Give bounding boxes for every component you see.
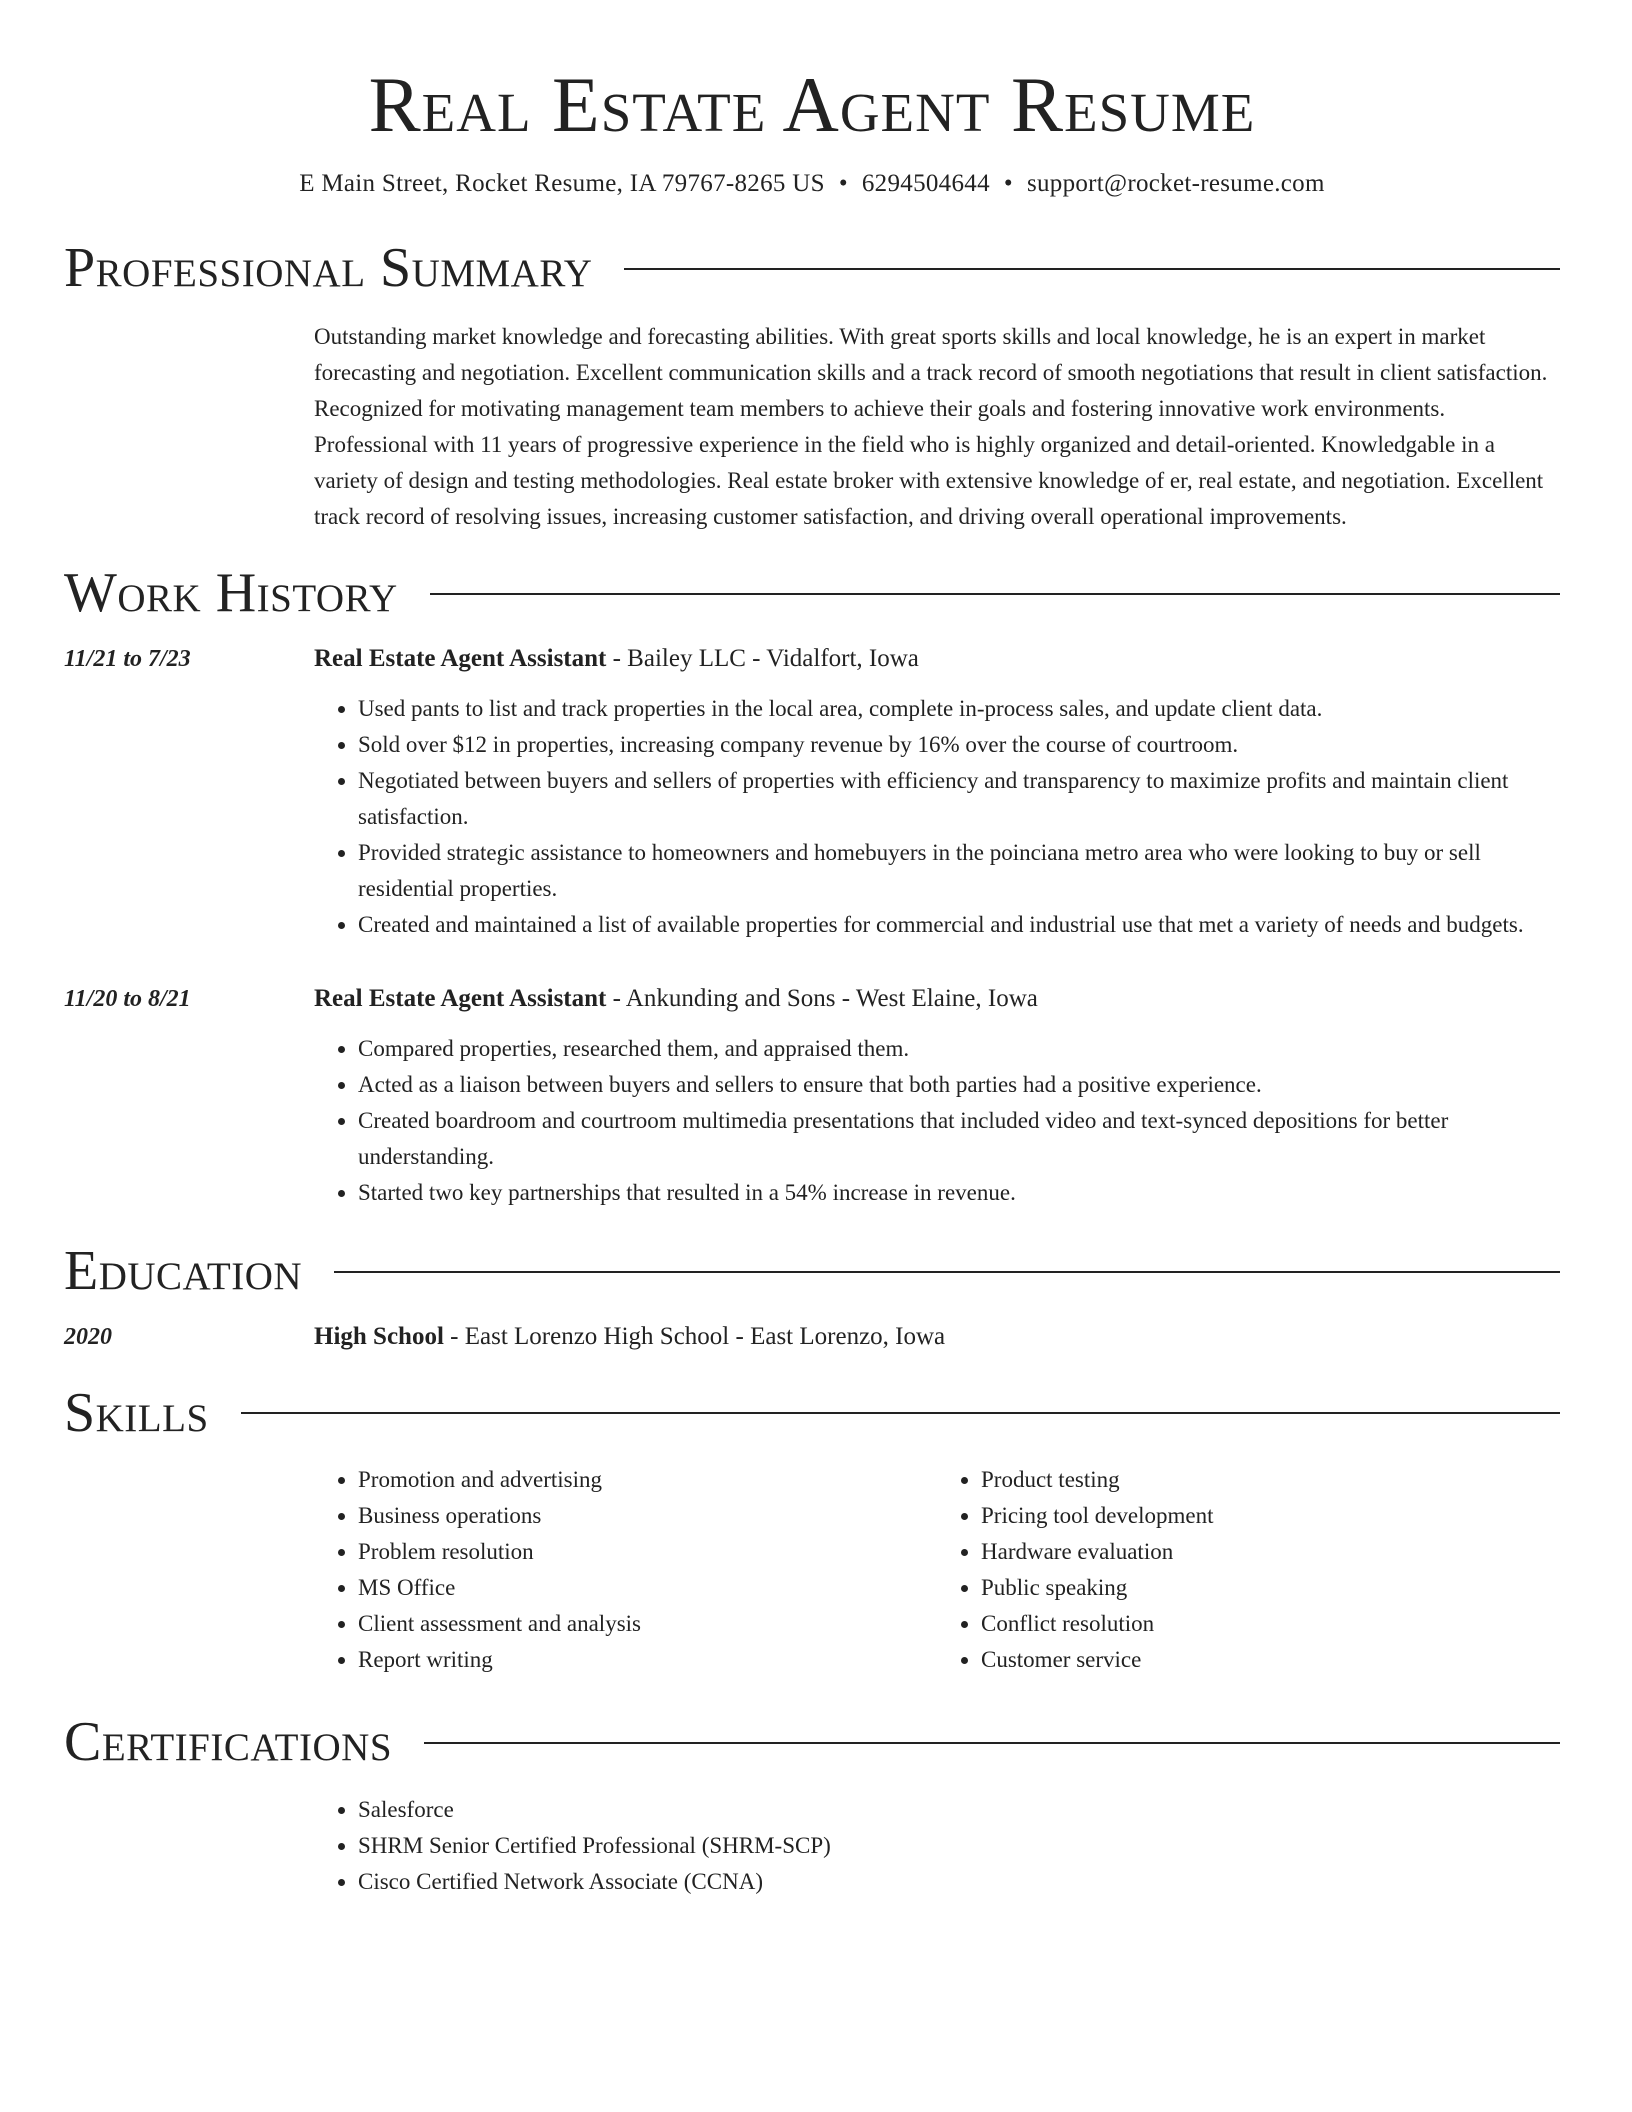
section-divider <box>430 593 1560 595</box>
certification-item: • Cisco Certified Network Associate (CCNA) <box>358 1864 1560 1900</box>
certifications-list <box>314 1792 1560 1900</box>
contact-separator: • <box>838 169 848 197</box>
certifications-container <box>314 1792 1560 1900</box>
skill-item: • Product testing <box>981 1462 1560 1498</box>
job-header <box>64 981 1560 1017</box>
job-details: - Ankunding and Sons - West Elaine, Iowa <box>606 984 1038 1012</box>
skill-item: • Customer service <box>981 1642 1560 1678</box>
work-section-title: Work History <box>64 562 398 625</box>
skill-item: • Public speaking <box>981 1570 1560 1606</box>
job-bullet: • Sold over $12 in properties, increasing company revenue by 16% over the course of courtroom. <box>358 727 1560 763</box>
job-bullets-container <box>314 1031 1560 1211</box>
section-divider <box>624 268 1560 270</box>
summary-section-title: Professional Summary <box>64 236 593 299</box>
skills-grid <box>314 1462 1560 1678</box>
contact-line <box>64 170 1560 198</box>
resume-page <box>64 0 1560 1900</box>
skills-list-left <box>314 1462 937 1678</box>
summary-section-header <box>64 238 1560 300</box>
skills-container <box>314 1462 1560 1678</box>
job-bullet-list <box>314 1031 1560 1211</box>
certifications-section-title: Certifications <box>64 1711 393 1774</box>
certification-item: • Salesforce <box>358 1792 1560 1828</box>
skills-section-header <box>64 1383 1560 1445</box>
contact-phone: 6294504644 <box>861 169 990 197</box>
skills-section-title: Skills <box>64 1381 209 1444</box>
skill-item: • Client assessment and analysis <box>358 1606 937 1642</box>
certifications-section-header <box>64 1712 1560 1774</box>
job-position: Real Estate Agent Assistant <box>314 984 607 1012</box>
skill-item: • Problem resolution <box>358 1534 937 1570</box>
job-dates: 11/21 to 7/23 <box>64 645 191 672</box>
skills-list-right <box>937 1462 1560 1678</box>
summary-text: Outstanding market knowledge and forecasting abilities. With great sports skills and local knowledge, he is an expert in market forecasting and negotiation. Excellent communication skills and a track record of smooth negotiations that result in client satisfaction. Recognized for motivating management team members to achieve their goals and fostering innovative work environments. Professional with 11 years of progressive experience in the field who is highly organized and detail-oriented. Knowledgable in a variety of design and testing methodologies. Real estate broker with extensive knowledge of er, real estate, and negotiation. Excellent track record of resolving issues, increasing customer satisfaction, and driving overall operational improvements. <box>314 324 1548 530</box>
education-year: 2020 <box>64 1323 112 1350</box>
skill-item: • Pricing tool development <box>981 1498 1560 1534</box>
job-bullet-list <box>314 691 1560 943</box>
education-section-title: Education <box>64 1239 303 1302</box>
job-bullet: • Created and maintained a list of available properties for commercial and industrial use that met a variety of needs and budgets. <box>358 907 1560 943</box>
job-bullet: • Provided strategic assistance to homeowners and homebuyers in the poinciana metro area who were looking to buy or sell residential properties. <box>358 835 1560 907</box>
skill-item: • Promotion and advertising <box>358 1462 937 1498</box>
job-bullet: • Negotiated between buyers and sellers of properties with efficiency and transparency to maximize profits and maintain client satisfaction. <box>358 763 1560 835</box>
skill-item: • Business operations <box>358 1498 937 1534</box>
skill-item: • Report writing <box>358 1642 937 1678</box>
job-position: Real Estate Agent Assistant <box>314 644 607 672</box>
education-degree: High School <box>314 1322 444 1350</box>
skill-item: • Hardware evaluation <box>981 1534 1560 1570</box>
education-role <box>314 1319 945 1355</box>
job-bullets-container <box>314 691 1560 943</box>
certification-item: • SHRM Senior Certified Professional (SHRM-SCP) <box>358 1828 1560 1864</box>
skill-item: • MS Office <box>358 1570 937 1606</box>
job-details: - Bailey LLC - Vidalfort, Iowa <box>606 644 919 672</box>
job-entry <box>64 641 1560 943</box>
job-role <box>314 981 1038 1017</box>
skill-item: • Conflict resolution <box>981 1606 1560 1642</box>
job-bullet: • Compared properties, researched them, and appraised them. <box>358 1031 1560 1067</box>
job-header <box>64 641 1560 677</box>
work-section-header <box>64 563 1560 625</box>
section-divider <box>241 1412 1560 1414</box>
job-bullet: • Acted as a liaison between buyers and sellers to ensure that both parties had a positive experience. <box>358 1067 1560 1103</box>
resume-name: Real Estate Agent Resume <box>368 61 1256 148</box>
section-divider <box>424 1742 1560 1744</box>
job-entry <box>64 981 1560 1211</box>
education-entry <box>64 1319 1560 1355</box>
contact-separator: • <box>1003 169 1013 197</box>
contact-address: E Main Street, Rocket Resume, IA 79767-8265 US <box>299 169 825 197</box>
education-section-header <box>64 1241 1560 1303</box>
job-bullet: • Used pants to list and track properties in the local area, complete in-process sales, and update client data. <box>358 691 1560 727</box>
contact-email: support@rocket-resume.com <box>1026 169 1325 197</box>
job-bullet: • Started two key partnerships that resulted in a 54% increase in revenue. <box>358 1175 1560 1211</box>
job-dates: 11/20 to 8/21 <box>64 985 191 1012</box>
education-details: - East Lorenzo High School - East Lorenzo, Iowa <box>443 1322 946 1350</box>
job-bullet: • Created boardroom and courtroom multimedia presentations that included video and text-synced depositions for better understanding. <box>358 1103 1560 1175</box>
job-role <box>314 641 919 677</box>
section-divider <box>334 1271 1560 1273</box>
